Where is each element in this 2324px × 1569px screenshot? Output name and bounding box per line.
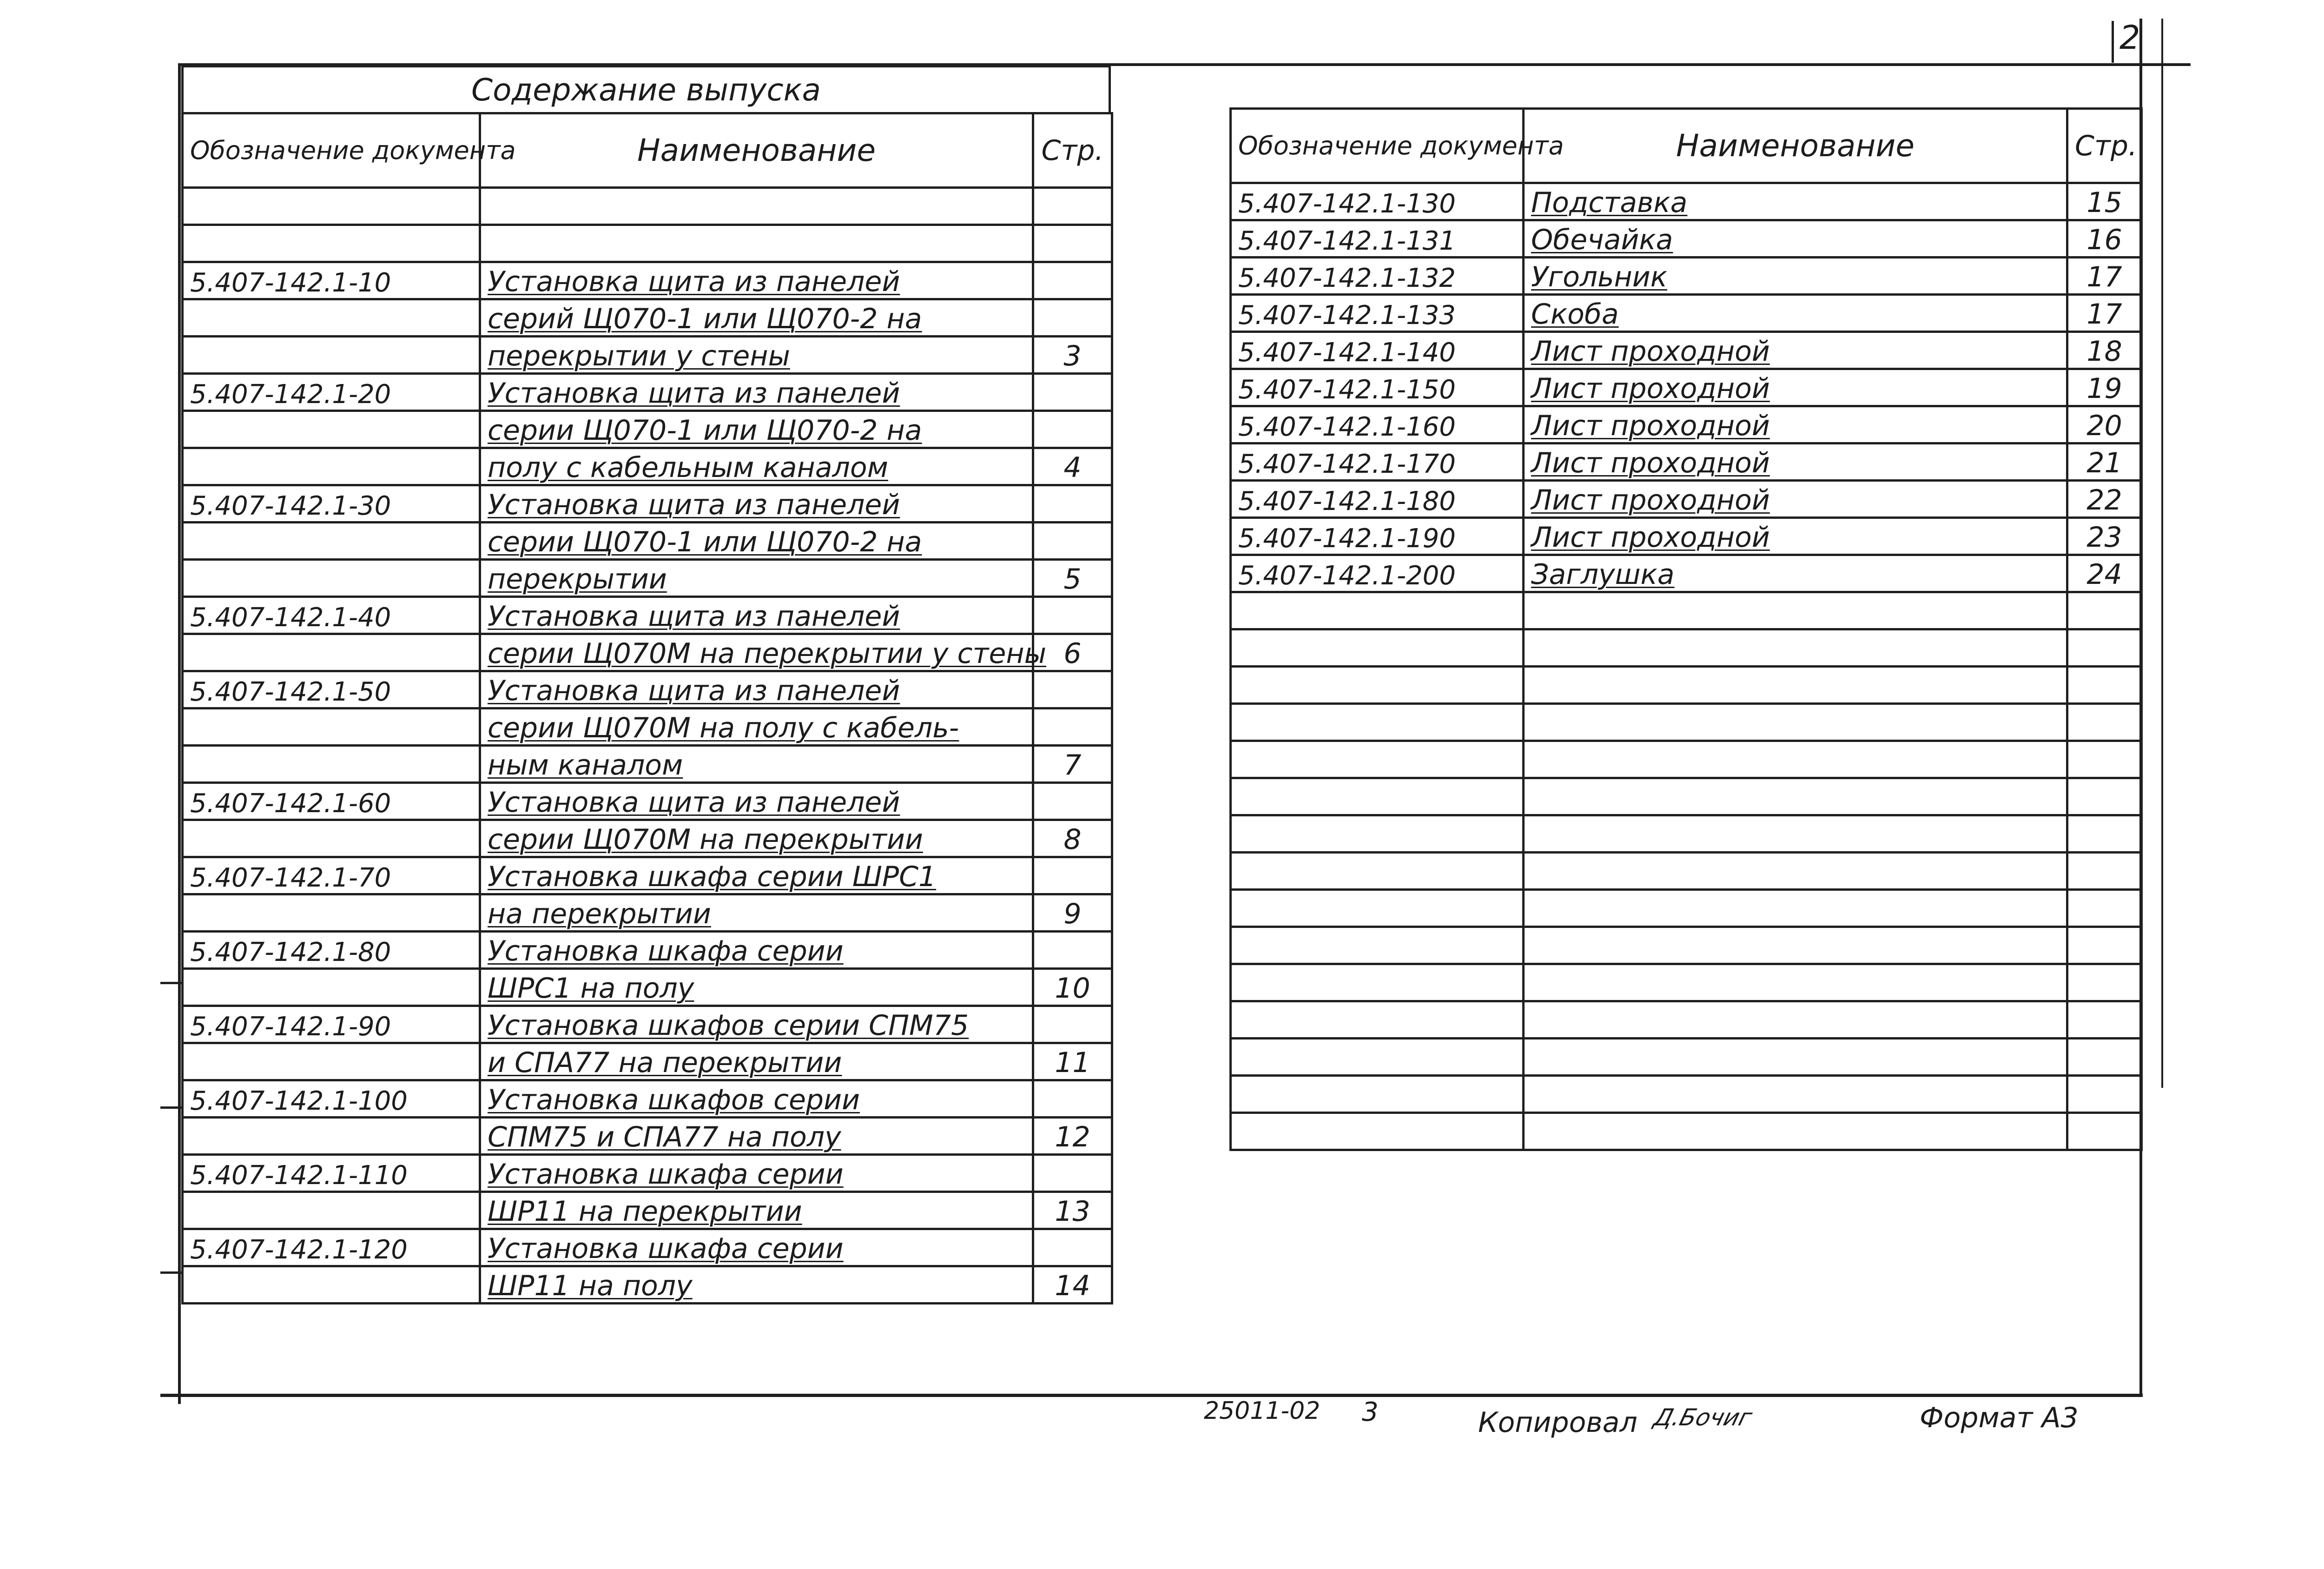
doc-designation-cell bbox=[1231, 1039, 1524, 1076]
table-row bbox=[183, 262, 1112, 299]
doc-designation-cell: 5.407-142.1-130 bbox=[1231, 183, 1524, 220]
doc-designation-cell: 5.407-142.1-190 bbox=[1231, 518, 1524, 555]
page-number-cell bbox=[1033, 1155, 1112, 1192]
table-row bbox=[1231, 1001, 2142, 1039]
page-number-cell: 8 bbox=[1033, 820, 1112, 857]
doc-designation-cell bbox=[1231, 1001, 1524, 1039]
item-name-cell bbox=[1524, 592, 2067, 629]
item-name-cell bbox=[1524, 890, 2067, 927]
doc-designation-cell bbox=[1231, 815, 1524, 853]
item-name-cell bbox=[480, 225, 1033, 262]
table-row bbox=[183, 523, 1112, 560]
page-number-cell bbox=[1033, 485, 1112, 523]
item-name-cell: Обечайка bbox=[1524, 220, 2067, 258]
doc-designation-cell: 5.407-142.1-100 bbox=[183, 1080, 480, 1118]
table-row bbox=[183, 1006, 1112, 1043]
table-row bbox=[1231, 927, 2142, 964]
doc-designation-cell bbox=[183, 969, 480, 1006]
sheet-number-divider bbox=[2112, 21, 2114, 63]
table-row bbox=[1231, 1076, 2142, 1113]
table-row bbox=[1231, 964, 2142, 1001]
page-number-cell bbox=[1033, 1006, 1112, 1043]
doc-designation-cell: 5.407-142.1-30 bbox=[183, 485, 480, 523]
table-row bbox=[1231, 1039, 2142, 1076]
table-row bbox=[183, 894, 1112, 932]
page-number-cell bbox=[1033, 523, 1112, 560]
page-number-cell bbox=[2067, 853, 2142, 890]
page-number-cell: 9 bbox=[1033, 894, 1112, 932]
table-row bbox=[183, 299, 1112, 337]
item-name-cell: на перекрытии bbox=[480, 894, 1033, 932]
doc-designation-cell: 5.407-142.1-131 bbox=[1231, 220, 1524, 258]
page-number-cell bbox=[2067, 778, 2142, 815]
doc-designation-cell: 5.407-142.1-90 bbox=[183, 1006, 480, 1043]
item-name-cell: СПМ75 и СПА77 на полу bbox=[480, 1118, 1033, 1155]
page-number-cell: 20 bbox=[2067, 406, 2142, 444]
table-row bbox=[1231, 853, 2142, 890]
page-number-cell: 18 bbox=[2067, 332, 2142, 369]
table-row bbox=[183, 597, 1112, 634]
page-number-cell bbox=[1033, 932, 1112, 969]
page-number-cell bbox=[1033, 1229, 1112, 1266]
item-name-cell: Установка шкафа серии bbox=[480, 1155, 1033, 1192]
item-name-cell: Установка щита из панелей bbox=[480, 783, 1033, 820]
binding-edge-line bbox=[2161, 19, 2163, 1088]
header-doc-designation: Обозначение документа bbox=[183, 113, 480, 188]
item-name-cell bbox=[1524, 1039, 2067, 1076]
item-name-cell: серии Щ070М на перекрытии у стены bbox=[480, 634, 1033, 671]
page-number-cell: 19 bbox=[2067, 369, 2142, 406]
page-number-cell bbox=[2067, 741, 2142, 778]
page-number-cell bbox=[2067, 704, 2142, 741]
contents-table-left bbox=[181, 112, 1113, 1304]
doc-designation-cell bbox=[183, 1192, 480, 1229]
item-name-cell: Установка щита из панелей bbox=[480, 671, 1033, 708]
table-row bbox=[1231, 629, 2142, 667]
item-name-cell: Лист проходной bbox=[1524, 369, 2067, 406]
doc-designation-cell: 5.407-142.1-80 bbox=[183, 932, 480, 969]
table-row bbox=[1231, 518, 2142, 555]
item-name-cell bbox=[1524, 778, 2067, 815]
page-number-cell bbox=[1033, 671, 1112, 708]
frame-bottom-line bbox=[160, 1394, 2143, 1397]
doc-designation-cell bbox=[1231, 704, 1524, 741]
margin-tick bbox=[160, 1106, 181, 1109]
doc-designation-cell: 5.407-142.1-120 bbox=[183, 1229, 480, 1266]
item-name-cell bbox=[1524, 927, 2067, 964]
page-number-cell: 17 bbox=[2067, 258, 2142, 295]
doc-designation-cell bbox=[1231, 629, 1524, 667]
header-page: Стр. bbox=[1033, 113, 1112, 188]
item-name-cell bbox=[1524, 1076, 2067, 1113]
table-row bbox=[183, 634, 1112, 671]
table-row bbox=[1231, 1113, 2142, 1150]
item-name-cell: Установка шкафа серии ШРС1 bbox=[480, 857, 1033, 894]
page-number-cell bbox=[2067, 592, 2142, 629]
table-row bbox=[1231, 258, 2142, 295]
table-row bbox=[183, 1080, 1112, 1118]
doc-designation-cell bbox=[183, 894, 480, 932]
item-name-cell bbox=[1524, 1113, 2067, 1150]
item-name-cell: и СПА77 на перекрытии bbox=[480, 1043, 1033, 1080]
page-number-cell: 3 bbox=[1033, 337, 1112, 374]
doc-designation-cell bbox=[1231, 927, 1524, 964]
item-name-cell: Угольник bbox=[1524, 258, 2067, 295]
item-name-cell: Скоба bbox=[1524, 295, 2067, 332]
table-row bbox=[183, 969, 1112, 1006]
item-name-cell: Установка шкафа серии bbox=[480, 932, 1033, 969]
doc-designation-cell: 5.407-142.1-20 bbox=[183, 374, 480, 411]
table-row bbox=[183, 448, 1112, 485]
item-name-cell: перекрытии bbox=[480, 560, 1033, 597]
doc-designation-cell bbox=[183, 523, 480, 560]
table-row bbox=[183, 1229, 1112, 1266]
page-number-cell: 21 bbox=[2067, 444, 2142, 481]
item-name-cell: Лист проходной bbox=[1524, 332, 2067, 369]
doc-designation-cell: 5.407-142.1-70 bbox=[183, 857, 480, 894]
header-page: Стр. bbox=[2067, 109, 2142, 183]
doc-designation-cell bbox=[183, 1266, 480, 1304]
item-name-cell: ШР11 на перекрытии bbox=[480, 1192, 1033, 1229]
table-row bbox=[183, 820, 1112, 857]
header-doc-designation: Обозначение документа bbox=[1231, 109, 1524, 183]
table-row bbox=[183, 188, 1112, 225]
item-name-cell: ным каналом bbox=[480, 746, 1033, 783]
item-name-cell bbox=[1524, 741, 2067, 778]
table-row bbox=[183, 783, 1112, 820]
table-row bbox=[1231, 555, 2142, 592]
doc-designation-cell bbox=[183, 188, 480, 225]
frame-left-line bbox=[178, 65, 181, 1404]
page-number-cell: 4 bbox=[1033, 448, 1112, 485]
doc-designation-cell bbox=[1231, 1113, 1524, 1150]
page-number-cell: 10 bbox=[1033, 969, 1112, 1006]
page-number-cell: 11 bbox=[1033, 1043, 1112, 1080]
doc-designation-cell: 5.407-142.1-60 bbox=[183, 783, 480, 820]
item-name-cell bbox=[1524, 704, 2067, 741]
table-row bbox=[183, 708, 1112, 746]
page-number-cell bbox=[2067, 890, 2142, 927]
page-number-cell: 7 bbox=[1033, 746, 1112, 783]
doc-designation-cell bbox=[183, 411, 480, 448]
doc-designation-cell: 5.407-142.1-10 bbox=[183, 262, 480, 299]
table-row bbox=[1231, 815, 2142, 853]
copied-by-label: Копировал bbox=[1478, 1406, 1637, 1439]
doc-designation-cell bbox=[183, 560, 480, 597]
item-name-cell: серии Щ070М на перекрытии bbox=[480, 820, 1033, 857]
table-row bbox=[1231, 741, 2142, 778]
table-row bbox=[1231, 778, 2142, 815]
item-name-cell: Подставка bbox=[1524, 183, 2067, 220]
page-number-cell bbox=[1033, 374, 1112, 411]
page-number-cell bbox=[1033, 411, 1112, 448]
doc-designation-cell bbox=[183, 337, 480, 374]
doc-designation-cell bbox=[183, 746, 480, 783]
item-name-cell: серии Щ070-1 или Щ070-2 на bbox=[480, 411, 1033, 448]
doc-designation-cell bbox=[1231, 592, 1524, 629]
page-number-cell: 12 bbox=[1033, 1118, 1112, 1155]
doc-designation-cell: 5.407-142.1-160 bbox=[1231, 406, 1524, 444]
item-name-cell: Заглушка bbox=[1524, 555, 2067, 592]
table-row bbox=[183, 671, 1112, 708]
table-header-row bbox=[183, 113, 1112, 188]
item-name-cell: Установка шкафов серии bbox=[480, 1080, 1033, 1118]
table-row bbox=[1231, 444, 2142, 481]
doc-designation-cell: 5.407-142.1-140 bbox=[1231, 332, 1524, 369]
item-name-cell: серий Щ070-1 или Щ070-2 на bbox=[480, 299, 1033, 337]
page-number-cell: 16 bbox=[2067, 220, 2142, 258]
item-name-cell: серии Щ070М на полу с кабель- bbox=[480, 708, 1033, 746]
doc-designation-cell: 5.407-142.1-40 bbox=[183, 597, 480, 634]
doc-designation-cell bbox=[1231, 667, 1524, 704]
item-name-cell: Лист проходной bbox=[1524, 406, 2067, 444]
item-name-cell: ШР11 на полу bbox=[480, 1266, 1033, 1304]
doc-designation-cell bbox=[183, 1043, 480, 1080]
item-name-cell: ШРС1 на полу bbox=[480, 969, 1033, 1006]
page-number-cell bbox=[1033, 299, 1112, 337]
table-row bbox=[183, 1266, 1112, 1304]
page-number-cell bbox=[2067, 1113, 2142, 1150]
table-row bbox=[1231, 667, 2142, 704]
page-number-cell bbox=[2067, 1039, 2142, 1076]
item-name-cell: серии Щ070-1 или Щ070-2 на bbox=[480, 523, 1033, 560]
page-number-cell bbox=[1033, 188, 1112, 225]
doc-designation-cell bbox=[183, 634, 480, 671]
page-number-cell bbox=[2067, 1001, 2142, 1039]
doc-designation-cell bbox=[183, 1118, 480, 1155]
page-number-cell: 17 bbox=[2067, 295, 2142, 332]
item-name-cell bbox=[1524, 815, 2067, 853]
page-number-cell: 24 bbox=[2067, 555, 2142, 592]
page-number-cell bbox=[1033, 225, 1112, 262]
item-name-cell: Установка щита из панелей bbox=[480, 485, 1033, 523]
page-number-cell: 5 bbox=[1033, 560, 1112, 597]
item-name-cell: Установка шкафов серии СПМ75 bbox=[480, 1006, 1033, 1043]
item-name-cell: Лист проходной bbox=[1524, 518, 2067, 555]
contents-title: Содержание выпуска bbox=[181, 65, 1111, 112]
doc-designation-cell: 5.407-142.1-150 bbox=[1231, 369, 1524, 406]
table-row bbox=[183, 1118, 1112, 1155]
table-row bbox=[183, 560, 1112, 597]
page-number-cell bbox=[2067, 815, 2142, 853]
margin-tick bbox=[160, 982, 181, 984]
table-row bbox=[183, 1043, 1112, 1080]
doc-designation-cell bbox=[1231, 890, 1524, 927]
table-row bbox=[183, 1192, 1112, 1229]
header-name: Наименование bbox=[1524, 109, 2067, 183]
table-row bbox=[1231, 704, 2142, 741]
table-row bbox=[1231, 183, 2142, 220]
doc-designation-cell: 5.407-142.1-180 bbox=[1231, 481, 1524, 518]
paper-format: Формат А3 bbox=[1920, 1402, 2079, 1434]
doc-designation-cell bbox=[183, 708, 480, 746]
table-row bbox=[183, 411, 1112, 448]
table-row bbox=[1231, 406, 2142, 444]
header-name: Наименование bbox=[480, 113, 1033, 188]
item-name-cell: Установка шкафа серии bbox=[480, 1229, 1033, 1266]
doc-designation-cell: 5.407-142.1-200 bbox=[1231, 555, 1524, 592]
page-number-cell bbox=[1033, 262, 1112, 299]
page-number-cell bbox=[1033, 857, 1112, 894]
doc-designation-cell: 5.407-142.1-133 bbox=[1231, 295, 1524, 332]
item-name-cell: Установка щита из панелей bbox=[480, 262, 1033, 299]
item-name-cell: Лист проходной bbox=[1524, 444, 2067, 481]
table-row bbox=[1231, 295, 2142, 332]
page-number-cell: 23 bbox=[2067, 518, 2142, 555]
doc-designation-cell bbox=[1231, 853, 1524, 890]
page-number-cell bbox=[1033, 597, 1112, 634]
doc-designation-cell bbox=[183, 448, 480, 485]
copied-by-signature: Д.Бочиг bbox=[1651, 1404, 1755, 1431]
table-row bbox=[183, 857, 1112, 894]
order-number: 25011-02 bbox=[1204, 1397, 1320, 1425]
item-name-cell: перекрытии у стены bbox=[480, 337, 1033, 374]
table-row bbox=[183, 225, 1112, 262]
page-number-cell: 13 bbox=[1033, 1192, 1112, 1229]
table-row bbox=[1231, 481, 2142, 518]
doc-designation-cell bbox=[1231, 741, 1524, 778]
page-number-cell: 15 bbox=[2067, 183, 2142, 220]
item-name-cell: полу с кабельным каналом bbox=[480, 448, 1033, 485]
table-row bbox=[183, 746, 1112, 783]
page-number-cell bbox=[2067, 1076, 2142, 1113]
page-number-cell: 22 bbox=[2067, 481, 2142, 518]
doc-designation-cell: 5.407-142.1-110 bbox=[183, 1155, 480, 1192]
table-row bbox=[1231, 332, 2142, 369]
page-number-cell bbox=[2067, 964, 2142, 1001]
doc-designation-cell bbox=[183, 225, 480, 262]
table-row bbox=[1231, 220, 2142, 258]
page-number-cell: 14 bbox=[1033, 1266, 1112, 1304]
doc-designation-cell bbox=[183, 820, 480, 857]
item-name-cell bbox=[1524, 629, 2067, 667]
table-row bbox=[183, 337, 1112, 374]
item-name-cell bbox=[1524, 853, 2067, 890]
page-number-cell bbox=[2067, 629, 2142, 667]
doc-designation-cell: 5.407-142.1-170 bbox=[1231, 444, 1524, 481]
item-name-cell bbox=[480, 188, 1033, 225]
item-name-cell: Лист проходной bbox=[1524, 481, 2067, 518]
footer-page-number: 3 bbox=[1362, 1397, 1379, 1427]
contents-table-right bbox=[1229, 107, 2143, 1151]
item-name-cell bbox=[1524, 667, 2067, 704]
table-row bbox=[183, 1155, 1112, 1192]
page-number-cell: 6 bbox=[1033, 634, 1112, 671]
item-name-cell: Установка щита из панелей bbox=[480, 374, 1033, 411]
sheet-number: 2 bbox=[2119, 19, 2140, 57]
page-number-cell bbox=[1033, 783, 1112, 820]
table-row bbox=[1231, 890, 2142, 927]
page-number-cell bbox=[2067, 927, 2142, 964]
table-row bbox=[1231, 369, 2142, 406]
table-row bbox=[183, 932, 1112, 969]
table-header-row bbox=[1231, 109, 2142, 183]
page-number-cell bbox=[2067, 667, 2142, 704]
table-row bbox=[183, 485, 1112, 523]
doc-designation-cell: 5.407-142.1-50 bbox=[183, 671, 480, 708]
doc-designation-cell bbox=[1231, 778, 1524, 815]
doc-designation-cell bbox=[183, 299, 480, 337]
doc-designation-cell bbox=[1231, 1076, 1524, 1113]
margin-tick bbox=[160, 1271, 181, 1274]
item-name-cell bbox=[1524, 964, 2067, 1001]
page-number-cell bbox=[1033, 1080, 1112, 1118]
page-number-cell bbox=[1033, 708, 1112, 746]
item-name-cell bbox=[1524, 1001, 2067, 1039]
table-row bbox=[1231, 592, 2142, 629]
doc-designation-cell: 5.407-142.1-132 bbox=[1231, 258, 1524, 295]
table-row bbox=[183, 374, 1112, 411]
item-name-cell: Установка щита из панелей bbox=[480, 597, 1033, 634]
doc-designation-cell bbox=[1231, 964, 1524, 1001]
